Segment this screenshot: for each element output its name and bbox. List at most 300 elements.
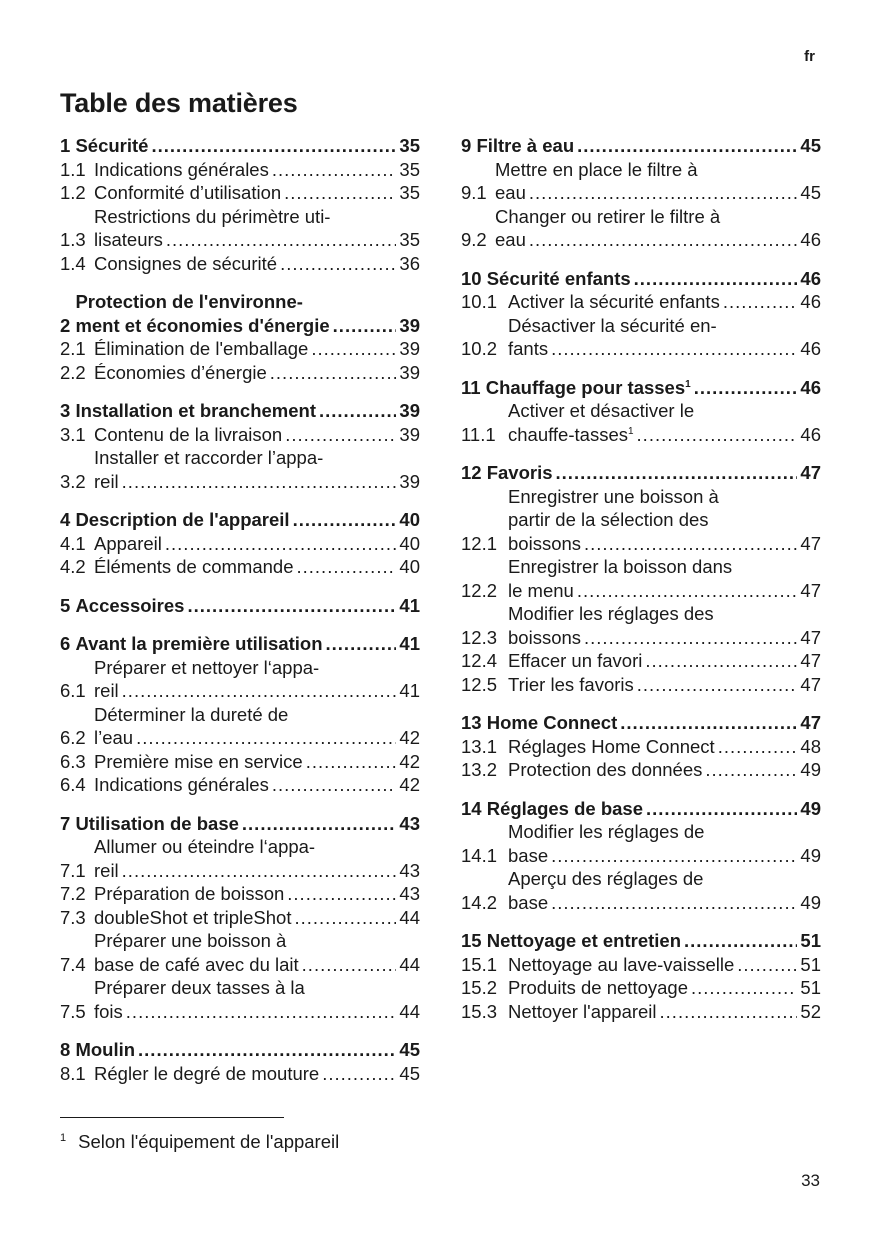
entry-title: Contenu de la livraison (94, 423, 283, 445)
page-ref: 49 (800, 891, 821, 913)
dot-leader (620, 711, 797, 735)
page-ref: 43 (399, 859, 420, 881)
page-ref: 47 (800, 532, 821, 554)
dot-leader (272, 773, 397, 797)
entry-number: 10.1 (461, 291, 498, 312)
entry-title: Moulin (75, 1039, 136, 1060)
entry-number: 2 (60, 314, 76, 336)
page-ref: 41 (399, 594, 420, 616)
toc-entry-4[interactable] (60, 508, 420, 532)
entry-title: Avant la première utilisation (75, 633, 323, 654)
toc-entry-10-1[interactable] (461, 290, 821, 314)
entry-title: Description de l'appareil (75, 509, 290, 530)
dot-leader (660, 1000, 798, 1024)
page-number: 33 (801, 1171, 820, 1190)
dot-leader (646, 797, 797, 821)
entry-title: fants (508, 338, 549, 359)
toc-entry-6[interactable] (60, 632, 420, 656)
page-ref: 41 (399, 680, 420, 701)
dot-leader (122, 470, 397, 494)
page-ref: 49 (800, 844, 821, 866)
entry-title: l’eau (94, 727, 134, 748)
page-ref: 36 (399, 252, 420, 274)
toc-section-2 (60, 290, 420, 384)
toc-section-15 (461, 929, 821, 1023)
page-ref: 39 (399, 338, 420, 359)
entry-number: 3.1 (60, 423, 86, 445)
entry-title: Conformité d’utilisation (94, 182, 282, 203)
toc-entry-12-4[interactable] (461, 649, 821, 673)
entry-number: 7.3 (60, 906, 86, 928)
page-ref: 47 (800, 462, 821, 483)
toc-entry-15-2[interactable] (461, 976, 821, 1000)
entry-title: Nettoyage et entretien (486, 930, 682, 951)
footnote (60, 1131, 339, 1153)
page-ref: 47 (800, 626, 821, 648)
entry-title: Nettoyer l'appareil (508, 1000, 657, 1022)
toc-entry-15[interactable] (461, 929, 821, 953)
page-ref: 43 (399, 812, 420, 834)
entry-title: Home Connect (486, 712, 618, 733)
dot-leader (333, 314, 397, 338)
toc-section-6 (60, 632, 420, 797)
entry-title: eau (495, 182, 526, 203)
dot-leader (634, 267, 798, 291)
entry-number: 4 (60, 509, 76, 530)
entry-number: 12.5 (461, 673, 498, 695)
entry-number: 13.1 (461, 735, 498, 757)
page-ref: 46 (800, 291, 821, 312)
toc-section-3 (60, 399, 420, 493)
page-ref: 35 (399, 135, 420, 156)
entry-number: 9.2 (461, 229, 487, 250)
dot-leader (529, 181, 798, 205)
toc-entry-1-4[interactable] (60, 252, 420, 276)
dot-leader (691, 976, 797, 1000)
dot-leader (577, 134, 797, 158)
entry-number: 3.2 (60, 470, 86, 492)
entry-title: Indications générales (94, 158, 269, 180)
toc-entry-8[interactable] (60, 1038, 420, 1062)
dot-leader (319, 399, 396, 423)
entry-title-line: Modifier les réglages des (508, 603, 714, 624)
entry-title-line: Changer ou retirer le filtre à (495, 205, 721, 227)
entry-number: 9 (461, 135, 477, 156)
entry-title: lisateurs (94, 229, 163, 250)
entry-title-line: Protection de l'environne- (75, 291, 303, 312)
entry-title-line: Enregistrer une boisson à (508, 485, 719, 507)
toc-entry-7-2[interactable] (60, 882, 420, 906)
page-ref: 35 (399, 229, 420, 250)
entry-title: Réglages Home Connect (508, 735, 715, 757)
entry-title: Protection des données (508, 759, 703, 780)
page-ref: 44 (399, 1000, 420, 1022)
entry-title: Utilisation de base (75, 812, 239, 834)
entry-title: Favoris (486, 462, 553, 483)
toc-entry-6-2[interactable] (60, 703, 420, 750)
page-ref: 39 (399, 400, 420, 421)
page-ref: 52 (800, 1000, 821, 1022)
entry-number: 1.4 (60, 252, 86, 274)
toc-section-4 (60, 508, 420, 579)
page-ref: 47 (800, 673, 821, 695)
page-ref: 47 (800, 579, 821, 601)
entry-title-line: Désactiver la sécurité en- (508, 314, 717, 336)
toc-entry-4-2[interactable] (60, 555, 420, 579)
entry-title-line: Mettre en place le filtre à (495, 158, 698, 180)
entry-title: Élimination de l'emballage (94, 338, 309, 359)
entry-number: 15.1 (461, 953, 498, 975)
dot-leader (306, 750, 397, 774)
page-ref: 49 (800, 759, 821, 780)
entry-title-line: Allumer ou éteindre l‘appa- (94, 836, 316, 857)
page-ref: 46 (800, 423, 821, 445)
entry-title: base (508, 844, 549, 866)
dot-leader (122, 859, 397, 883)
dot-leader (187, 594, 396, 618)
dot-leader (556, 461, 798, 485)
toc-entry-2-2[interactable] (60, 361, 420, 385)
dot-leader (297, 555, 397, 579)
page-ref: 39 (399, 314, 420, 336)
dot-leader (645, 649, 797, 673)
dot-leader (577, 579, 798, 603)
entry-number: 6.2 (60, 727, 86, 748)
page-ref: 40 (399, 532, 420, 554)
entry-title: reil (94, 470, 119, 492)
toc-entry-15-3[interactable] (461, 1000, 821, 1024)
entry-number: 7.2 (60, 883, 86, 904)
entry-number: 1.1 (60, 158, 86, 180)
dot-leader (284, 181, 396, 205)
toc-entry-2-1[interactable] (60, 337, 420, 361)
entry-title-line: Enregistrer la boisson dans (508, 556, 733, 577)
toc-entry-9-1[interactable] (461, 158, 821, 205)
dot-leader (551, 891, 797, 915)
dot-leader (637, 673, 798, 697)
toc-entry-14[interactable] (461, 797, 821, 821)
toc-entry-13-2[interactable] (461, 758, 821, 782)
entry-title-line: Installer et raccorder l’appa- (94, 447, 324, 468)
entry-title: Installation et branchement (75, 400, 316, 421)
entry-number: 5 (60, 594, 76, 616)
dot-leader (122, 679, 397, 703)
dot-leader (637, 423, 798, 447)
toc-entry-12-3[interactable] (461, 602, 821, 649)
dot-leader (126, 1000, 397, 1024)
toc-entry-3[interactable] (60, 399, 420, 423)
toc-entry-11[interactable] (461, 376, 821, 400)
entry-title: Régler le degré de mouture (94, 1062, 320, 1084)
entry-title-line: Préparer une boisson à (94, 930, 287, 951)
entry-title: Filtre à eau (476, 135, 575, 156)
toc-section-12 (461, 461, 821, 696)
page-ref: 42 (399, 774, 420, 795)
page-ref: 47 (800, 712, 821, 733)
dot-leader (551, 337, 797, 361)
toc-entry-7-5[interactable] (60, 976, 420, 1023)
dot-leader (272, 158, 397, 182)
entry-number: 1 (60, 135, 76, 156)
entry-number: 15 (461, 930, 487, 951)
page-ref: 45 (800, 135, 821, 156)
entry-number: 12.1 (461, 532, 498, 554)
page-ref: 46 (800, 376, 821, 398)
page-ref: 46 (800, 338, 821, 359)
entry-title: eau (495, 229, 526, 250)
toc-section-14 (461, 797, 821, 915)
entry-title: boissons (508, 626, 582, 648)
toc-section-7 (60, 812, 420, 1024)
entry-number: 6 (60, 633, 76, 654)
entry-title: Préparation de boisson (94, 883, 285, 904)
entry-title: ment et économies d'énergie (75, 314, 330, 336)
footnote-ref: 1 (627, 425, 634, 437)
page-ref: 44 (399, 906, 420, 928)
toc-entry-4-1[interactable] (60, 532, 420, 556)
entry-title: Réglages de base (486, 797, 644, 819)
entry-number: 8.1 (60, 1062, 86, 1084)
entry-title-line: Modifier les réglages de (508, 821, 705, 842)
toc-entry-2[interactable] (60, 290, 420, 337)
dot-leader (280, 252, 396, 276)
toc-section-10 (461, 267, 821, 361)
page-title: Table des matières (60, 88, 298, 118)
toc-entry-1-1[interactable] (60, 158, 420, 182)
toc-entry-9[interactable] (461, 134, 821, 158)
page-ref: 44 (399, 953, 420, 975)
toc-column-left (60, 134, 420, 1100)
page-ref: 45 (399, 1039, 420, 1060)
footnote-mark: 1 (60, 1131, 67, 1144)
toc-entry-9-2[interactable] (461, 205, 821, 252)
toc-entry-7-1[interactable] (60, 835, 420, 882)
entry-number: 2.1 (60, 338, 86, 359)
entry-title-line: Aperçu des réglages de (508, 868, 704, 889)
entry-number: 15.3 (461, 1000, 498, 1022)
toc-section-1 (60, 134, 420, 275)
dot-leader (529, 228, 798, 252)
entry-number: 12.3 (461, 626, 498, 648)
entry-title: Éléments de commande (94, 556, 294, 577)
toc-entry-6-1[interactable] (60, 656, 420, 703)
footnote-ref: 1 (685, 378, 691, 390)
entry-title: Nettoyage au lave-vaisselle (508, 953, 735, 975)
toc-entry-10-2[interactable] (461, 314, 821, 361)
dot-leader (270, 361, 397, 385)
page-ref: 39 (399, 361, 420, 383)
entry-title: fois (94, 1000, 123, 1022)
entry-number: 15.2 (461, 977, 498, 998)
toc-entry-12-5[interactable] (461, 673, 821, 697)
dot-leader (165, 532, 397, 556)
toc-entry-10[interactable] (461, 267, 821, 291)
dot-leader (294, 906, 396, 930)
entry-number: 1.3 (60, 229, 86, 250)
dot-leader (718, 735, 798, 759)
toc-section-9 (461, 134, 821, 252)
entry-number: 7.4 (60, 953, 86, 975)
page-ref: 40 (399, 556, 420, 577)
dot-leader (551, 844, 797, 868)
entry-number: 13 (461, 712, 487, 733)
language-code: fr (804, 48, 815, 65)
toc-section-11 (461, 376, 821, 447)
toc-entry-13[interactable] (461, 711, 821, 735)
toc-entry-7[interactable] (60, 812, 420, 836)
entry-number: 13.2 (461, 759, 498, 780)
entry-title: Consignes de sécurité (94, 252, 278, 274)
entry-title: Économies d’énergie (94, 361, 267, 383)
entry-title-line: Activer et désactiver le (508, 400, 695, 421)
entry-title (508, 423, 634, 447)
page-ref: 51 (800, 930, 821, 951)
entry-number: 2.2 (60, 361, 86, 383)
toc-entry-12-2[interactable] (461, 555, 821, 602)
entry-number: 9.1 (461, 182, 487, 203)
toc-column-right (461, 134, 821, 1038)
toc-entry-12[interactable] (461, 461, 821, 485)
entry-number: 10 (461, 267, 487, 289)
entry-number: 6.4 (60, 774, 86, 795)
entry-title: Activer la sécurité enfants (508, 291, 720, 312)
toc-entry-3-1[interactable] (60, 423, 420, 447)
entry-title: Appareil (94, 532, 162, 554)
entry-number: 7.1 (60, 859, 86, 881)
entry-title: Sécurité enfants (486, 267, 631, 289)
entry-title-line: Préparer deux tasses à la (94, 977, 305, 998)
page-ref: 46 (800, 267, 821, 289)
toc-entry-1-3[interactable] (60, 205, 420, 252)
entry-title: boissons (508, 532, 582, 554)
entry-number: 14 (461, 797, 487, 819)
entry-title: Produits de nettoyage (508, 977, 688, 998)
dot-leader (326, 632, 397, 656)
dot-leader (322, 1062, 396, 1086)
entry-title: reil (94, 859, 119, 881)
dot-leader (302, 953, 397, 977)
entry-number: 10.2 (461, 338, 498, 359)
entry-title: doubleShot et tripleShot (94, 906, 292, 928)
toc-entry-11-1[interactable] (461, 399, 821, 446)
entry-number: 11 (461, 376, 486, 398)
entry-number: 12.2 (461, 579, 498, 601)
entry-number: 14.2 (461, 891, 498, 913)
entry-number: 6.1 (60, 680, 86, 701)
toc-entry-7-3[interactable] (60, 906, 420, 930)
toc-entry-1-2[interactable] (60, 181, 420, 205)
entry-title-line: Déterminer la dureté de (94, 703, 289, 725)
dot-leader (285, 423, 396, 447)
entry-number: 11.1 (461, 423, 496, 445)
page-ref: 51 (800, 953, 821, 975)
entry-title-line: partir de la sélection des (508, 509, 709, 530)
entry-title-line: Préparer et nettoyer l‘appa- (94, 656, 320, 678)
footnote-divider (60, 1117, 284, 1118)
toc-entry-7-4[interactable] (60, 929, 420, 976)
entry-title: Trier les favoris (508, 673, 634, 695)
page-ref: 51 (800, 977, 821, 998)
toc-entry-6-3[interactable] (60, 750, 420, 774)
footnote-text: Selon l'équipement de l'appareil (78, 1131, 340, 1152)
dot-leader (287, 882, 396, 906)
dot-leader (684, 929, 797, 953)
toc-section-13 (461, 711, 821, 782)
toc-entry-6-4[interactable] (60, 773, 420, 797)
entry-number: 7.5 (60, 1000, 86, 1022)
toc-entry-12-1[interactable] (461, 485, 821, 556)
entry-number: 3 (60, 400, 76, 421)
entry-title-text: Chauffage pour tasses (485, 376, 686, 398)
page-ref: 40 (399, 509, 420, 530)
dot-leader (311, 337, 396, 361)
entry-number: 12.4 (461, 650, 498, 671)
entry-number: 1.2 (60, 182, 86, 203)
entry-number: 8 (60, 1039, 76, 1060)
toc-entry-14-1[interactable] (461, 820, 821, 867)
dot-leader (138, 1038, 396, 1062)
page-ref: 42 (399, 727, 420, 748)
toc-entry-14-2[interactable] (461, 867, 821, 914)
toc-entry-13-1[interactable] (461, 735, 821, 759)
entry-title: base de café avec du lait (94, 953, 299, 975)
page-ref: 35 (399, 158, 420, 180)
entry-number: 14.1 (461, 844, 498, 866)
dot-leader (737, 953, 797, 977)
toc-section-8 (60, 1038, 420, 1085)
dot-leader (705, 758, 797, 782)
page-ref: 41 (399, 633, 420, 654)
page-ref: 42 (399, 750, 420, 772)
entry-title: Sécurité (75, 135, 149, 156)
page-ref: 45 (399, 1062, 420, 1084)
entry-title (486, 376, 691, 400)
dot-leader (136, 726, 396, 750)
dot-leader (584, 532, 797, 556)
entry-number: 4.1 (60, 532, 86, 554)
entry-title-line: Restrictions du périmètre uti- (94, 205, 331, 227)
entry-title: base (508, 891, 549, 913)
page-ref: 39 (399, 470, 420, 492)
entry-title: Effacer un favori (508, 650, 643, 671)
page-ref: 47 (800, 650, 821, 671)
toc-entry-5[interactable] (60, 594, 420, 618)
entry-number: 12 (461, 462, 487, 483)
page-ref: 46 (800, 229, 821, 250)
dot-leader (723, 290, 798, 314)
page-ref: 39 (399, 423, 420, 445)
toc-entry-3-2[interactable] (60, 446, 420, 493)
page-ref: 45 (800, 182, 821, 203)
toc-entry-1[interactable] (60, 134, 420, 158)
entry-title: reil (94, 680, 119, 701)
entry-number: 6.3 (60, 750, 86, 772)
page-ref: 43 (399, 883, 420, 904)
entry-title: Première mise en service (94, 750, 303, 772)
dot-leader (584, 626, 797, 650)
entry-title-text: chauffe-tasses (508, 423, 628, 445)
entry-title: le menu (508, 579, 574, 601)
page-ref: 48 (800, 735, 821, 757)
entry-number: 7 (60, 812, 76, 834)
entry-number: 4.2 (60, 556, 86, 577)
entry-title: Indications générales (94, 774, 269, 795)
dot-leader (293, 508, 397, 532)
toc-entry-8-1[interactable] (60, 1062, 420, 1086)
toc-entry-15-1[interactable] (461, 953, 821, 977)
dot-leader (166, 228, 397, 252)
page-ref: 49 (800, 797, 821, 819)
